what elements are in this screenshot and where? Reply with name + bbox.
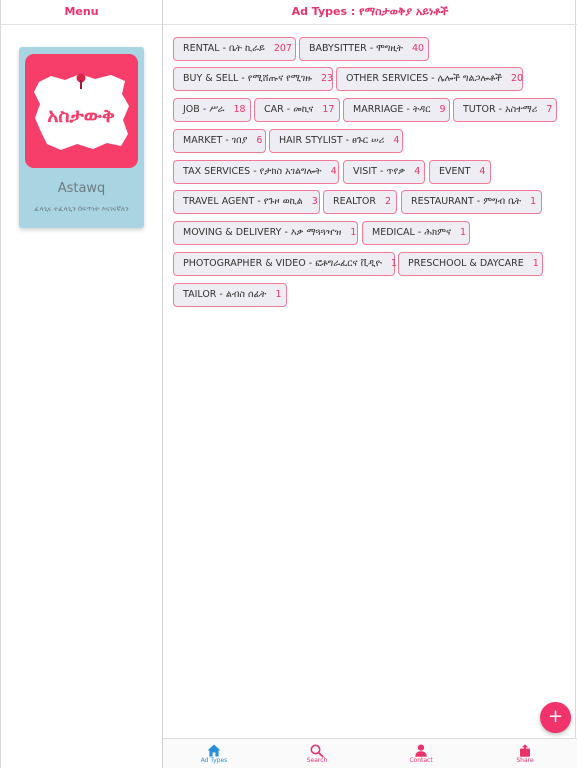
profile-card[interactable] xyxy=(19,47,144,228)
tab-share[interactable] xyxy=(495,739,555,769)
chip-label: BABYSITTER - ሞግዚት xyxy=(309,43,404,54)
chip-count: 4 xyxy=(414,166,421,177)
chip-label: JOB - ሥራ xyxy=(183,104,225,115)
ad-type-chip-other-services[interactable] xyxy=(336,67,523,91)
chip-label: PRESCHOOL & DAYCARE xyxy=(408,258,524,269)
ad-type-chip-marriage[interactable] xyxy=(343,98,450,122)
ad-type-chip-medical[interactable] xyxy=(362,221,470,245)
chip-count: 18 xyxy=(233,104,246,115)
ad-type-chip-moving-delivery[interactable] xyxy=(173,221,358,245)
chip-label: HAIR STYLIST - ፀጉር ሠሪ xyxy=(279,135,385,146)
ad-type-chip-rental[interactable] xyxy=(173,37,296,61)
chip-label: TUTOR - አስተማሪ xyxy=(463,104,538,115)
chip-label: PHOTOGRAPHER & VIDEO - ፎቶግራፈርና ቪዲዮ xyxy=(183,258,382,269)
chip-count: 17 xyxy=(322,104,335,115)
chip-count: 3 xyxy=(311,196,318,207)
ad-type-chip-visit[interactable] xyxy=(343,160,425,184)
chip-label: CAR - መኪና xyxy=(264,104,314,115)
tab-contact[interactable] xyxy=(391,739,451,769)
ad-type-chip-tailor[interactable] xyxy=(173,283,287,307)
chip-count: 1 xyxy=(460,227,467,238)
home-icon xyxy=(207,744,221,757)
ad-types-panel xyxy=(163,0,577,768)
chip-count: 207 xyxy=(273,43,292,54)
chip-count: 7 xyxy=(546,104,553,115)
ad-type-chip-buy-sell[interactable] xyxy=(173,67,333,91)
chip-count: 9 xyxy=(439,104,446,115)
ad-type-chip-market[interactable] xyxy=(173,129,266,153)
ad-type-chip-travel-agent[interactable] xyxy=(173,190,320,214)
ad-type-chip-tutor[interactable] xyxy=(453,98,557,122)
chip-label: TRAVEL AGENT - የጉዞ ወኪል xyxy=(183,196,303,207)
tab-label: Search xyxy=(306,757,328,764)
chip-label: TAILOR - ልብስ ሰፊት xyxy=(183,289,267,300)
chip-count: 23 xyxy=(320,73,334,84)
menu-header: Menu xyxy=(1,0,162,25)
chip-count: 1 xyxy=(530,196,537,207)
chip-label: VISIT - ጥየቃ xyxy=(353,166,406,177)
search-icon xyxy=(310,744,324,757)
chip-label: TAX SERVICES - የታክስ አገልግሎት xyxy=(183,166,322,177)
chip-label: MARKET - ገበያ xyxy=(183,135,248,146)
ad-types-header: Ad Types : የማስታወቅያ አይነቶች xyxy=(163,0,577,25)
tab-label: Share xyxy=(516,757,534,764)
chip-count: 2 xyxy=(384,196,392,207)
chip-count: 4 xyxy=(393,135,400,146)
ad-type-chip-tax-services[interactable] xyxy=(173,160,339,184)
chip-count: 1 xyxy=(350,227,357,238)
logo-text: አስታውቅ xyxy=(47,105,115,127)
menu-panel xyxy=(1,0,163,768)
tab-bar xyxy=(163,738,577,768)
chip-count: 6 xyxy=(256,135,263,146)
share-icon xyxy=(518,744,532,757)
person-icon xyxy=(414,744,428,757)
profile-subtitle: ፈላጊና ተፈላጊን በፍጥነት እናገናኛለን xyxy=(34,205,129,213)
chip-label: REALTOR xyxy=(333,196,376,207)
chip-count: 4 xyxy=(330,166,337,177)
tab-label: Contact xyxy=(409,757,433,764)
chip-count: 1 xyxy=(275,289,282,300)
chip-count: 1 xyxy=(390,258,398,269)
ad-type-chip-restaurant[interactable] xyxy=(401,190,542,214)
chip-count: 4 xyxy=(479,166,486,177)
ad-type-chip-preschool-daycare[interactable] xyxy=(398,252,543,276)
chip-label: MARRIAGE - ትዳር xyxy=(353,104,431,115)
chip-label: BUY & SELL - የሚሸጡና የሚገዙ xyxy=(183,73,312,84)
plus-icon: + xyxy=(547,706,564,727)
tab-ad-types[interactable] xyxy=(184,739,244,769)
ad-type-chip-event[interactable] xyxy=(429,160,491,184)
chip-count: 20 xyxy=(510,73,524,84)
chip-label: OTHER SERVICES - ሌሎች ግልጋሎቶች xyxy=(346,73,502,84)
ad-type-chip-photographer-video[interactable] xyxy=(173,252,398,276)
ad-type-chip-realtor[interactable] xyxy=(323,190,397,214)
chip-count: 40 xyxy=(412,43,425,54)
ad-type-chip-hair-stylist[interactable] xyxy=(269,129,403,153)
chip-label: RESTAURANT - ምግብ ቤት xyxy=(411,196,522,207)
chip-label: EVENT xyxy=(439,166,471,177)
tab-search[interactable] xyxy=(287,739,347,769)
app-logo xyxy=(25,54,138,168)
ad-type-chip-car[interactable] xyxy=(254,98,340,122)
chip-label: MOVING & DELIVERY - እቃ ማጓጓዣዝ xyxy=(183,227,342,238)
add-ad-button[interactable] xyxy=(540,702,571,733)
profile-name: Astawq xyxy=(57,181,106,196)
chip-label: MEDICAL - ሕክምና xyxy=(372,227,452,238)
ad-type-chip-babysitter[interactable] xyxy=(299,37,429,61)
chip-label: RENTAL - ቤት ኪራይ xyxy=(183,43,265,54)
chip-count: 1 xyxy=(532,258,539,269)
ad-type-chip-job[interactable] xyxy=(173,98,251,122)
tab-label: Ad Types xyxy=(200,757,228,764)
logo-paper-icon xyxy=(25,54,138,168)
